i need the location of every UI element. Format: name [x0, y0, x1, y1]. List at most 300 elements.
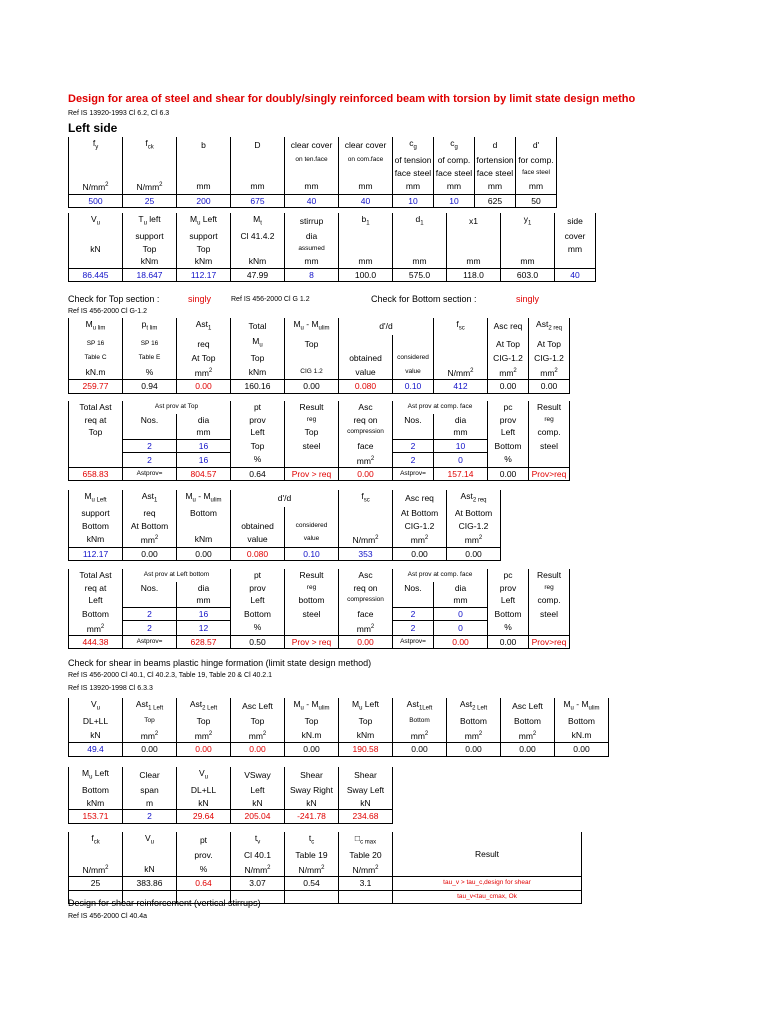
header-row — [69, 352, 570, 365]
header-row — [69, 365, 570, 380]
header-cell: $p_{t lim}$ — [123, 318, 177, 335]
value-cell: 29.64 — [177, 810, 231, 824]
value-cell: 234.68 — [339, 810, 393, 824]
header-row — [69, 230, 596, 243]
value-cell: 100.0 — [339, 268, 393, 282]
header-cell: 16 — [177, 439, 231, 453]
header-cell: dia — [434, 582, 488, 595]
header-cell: mm — [447, 255, 501, 268]
header-cell — [285, 890, 339, 904]
header-cell: kN — [177, 797, 231, 810]
header-cell: Nos. — [123, 414, 177, 427]
value-cell: 40 — [555, 268, 596, 282]
header-cell: mm — [475, 179, 516, 194]
header-cell: At Top — [488, 335, 529, 352]
header-cell: steel — [529, 439, 570, 453]
value-cell: 25 — [123, 194, 177, 208]
header-cell: kN.m — [555, 728, 609, 743]
header-cell — [447, 243, 501, 256]
value-cell: 190.58 — [339, 743, 393, 757]
header-cell: face — [339, 607, 393, 621]
value-cell: 0.080 — [231, 547, 285, 561]
header-cell: kNm — [231, 255, 285, 268]
value-cell: Prov > req — [285, 635, 339, 649]
header-cell: stirrup — [285, 213, 339, 230]
header-cell: 2 — [393, 607, 434, 621]
header-cell: 0 — [434, 621, 488, 636]
header-row — [69, 401, 570, 414]
header-cell: kNm — [69, 797, 123, 810]
header-cell: req on — [339, 582, 393, 595]
header-cell: 16 — [177, 607, 231, 621]
header-cell: VSway — [231, 767, 285, 784]
header-cell: Left — [488, 594, 529, 607]
header-cell: $M_{u Left}$ — [69, 490, 123, 507]
header-cell: Top — [231, 352, 285, 365]
value-cell: 0.00 — [488, 467, 529, 481]
header-cell: support — [69, 507, 123, 520]
header-cell: value — [231, 532, 285, 547]
header-cell: obtained — [231, 520, 285, 533]
header-cell: steel — [285, 607, 339, 621]
page-title: Design for area of steel and shear for doubly/singly reinforced beam with torsion by limit state design metho — [68, 93, 636, 105]
value-cell: 0.00 — [285, 743, 339, 757]
header-cell: CIG 1.2 — [285, 365, 339, 380]
value-row — [69, 810, 393, 824]
header-cell: kNm — [69, 532, 123, 547]
header-cell: value — [393, 365, 434, 380]
header-cell: Nos. — [123, 582, 177, 595]
header-cell: x1 — [447, 213, 501, 230]
header-cell: % — [231, 621, 285, 636]
value-cell: 10 — [434, 194, 475, 208]
header-row — [69, 255, 596, 268]
header-cell: cover — [555, 230, 596, 243]
header-row — [69, 243, 596, 256]
value-cell: 0.10 — [285, 547, 339, 561]
value-cell: 0.00 — [339, 467, 393, 481]
header-cell: $mm^2$ — [488, 365, 529, 380]
header-cell: CIG-1.2 — [529, 352, 570, 365]
header-cell: CIG-1.2 — [447, 520, 501, 533]
header-cell — [339, 230, 393, 243]
value-cell: 160.16 — [231, 380, 285, 394]
header-cell: reg — [285, 414, 339, 427]
header-cell: kN — [69, 243, 123, 256]
header-cell: Top — [123, 243, 177, 256]
header-cell: dia — [177, 414, 231, 427]
value-cell: 500 — [69, 194, 123, 208]
value-cell: 40 — [285, 194, 339, 208]
reference-note-1998: Ref IS 13920-1998 Cl 6.3.3 — [68, 685, 153, 692]
header-row — [69, 439, 570, 453]
header-cell — [501, 230, 555, 243]
header-cell: mm — [177, 426, 231, 439]
header-row — [69, 621, 570, 636]
header-cell — [69, 439, 123, 453]
reference-note-g12: Ref IS 456-2000 Cl G-1.2 — [68, 308, 147, 315]
header-cell: $M_u$ Left — [339, 698, 393, 715]
header-cell: At Bottom — [447, 507, 501, 520]
header-cell: 2 — [123, 607, 177, 621]
shear-stress-result-table — [68, 832, 582, 904]
header-cell: pt — [177, 832, 231, 849]
header-cell: value — [339, 365, 393, 380]
value-cell: 0.64 — [231, 467, 285, 481]
header-cell: kN — [231, 797, 285, 810]
header-cell: Asc req — [393, 490, 447, 507]
value-cell: Prov>req — [529, 467, 570, 481]
value-cell: 625 — [475, 194, 516, 208]
header-row — [69, 490, 501, 507]
bottom-section-moment-table — [68, 490, 501, 561]
header-cell — [123, 167, 177, 180]
header-cell — [285, 621, 339, 636]
header-cell — [393, 230, 447, 243]
header-cell: Top — [339, 715, 393, 728]
header-cell: d' — [516, 137, 557, 154]
header-cell: Top — [123, 715, 177, 728]
header-cell: $mm^2$ — [339, 621, 393, 636]
header-cell: Ast prov at Top — [123, 401, 231, 414]
header-cell — [529, 453, 570, 468]
header-cell: Left — [231, 784, 285, 797]
header-row — [69, 179, 557, 194]
header-cell: Result — [393, 832, 582, 877]
header-row — [69, 698, 609, 715]
value-cell: 0.00 — [285, 380, 339, 394]
header-cell: mm — [516, 179, 557, 194]
header-cell: Top — [285, 426, 339, 439]
header-cell: $f_{ck}$ — [123, 137, 177, 154]
header-cell: % — [231, 453, 285, 468]
value-cell: 118.0 — [447, 268, 501, 282]
bottom-section-check-label: Check for Bottom section : — [371, 294, 477, 304]
header-row — [69, 167, 557, 180]
header-cell: Ast$_{1 Left}$ — [123, 698, 177, 715]
header-cell: % — [123, 365, 177, 380]
header-cell: Clear — [123, 767, 177, 784]
value-cell: 25 — [69, 877, 123, 891]
value-row — [69, 877, 582, 891]
header-row — [69, 607, 570, 621]
header-cell: $N/mm^2$ — [231, 862, 285, 877]
header-cell: Left — [69, 594, 123, 607]
header-cell: $f_{sc}$ — [339, 490, 393, 507]
header-cell: mm — [434, 426, 488, 439]
header-cell — [434, 335, 488, 352]
header-cell: face — [339, 439, 393, 453]
header-cell — [434, 352, 488, 365]
header-cell: Bottom — [488, 439, 529, 453]
value-cell: 0.00 — [447, 547, 501, 561]
value-cell: 675 — [231, 194, 285, 208]
header-cell: mm — [393, 255, 447, 268]
value-cell: 50 — [516, 194, 557, 208]
header-cell: $M_{u lim}$ — [69, 318, 123, 335]
header-cell — [339, 507, 393, 520]
header-row — [69, 453, 570, 468]
header-cell: $mm^2$ — [231, 728, 285, 743]
header-cell: 2 — [123, 439, 177, 453]
value-row — [69, 268, 596, 282]
header-row — [69, 797, 393, 810]
header-cell: 16 — [177, 453, 231, 468]
header-cell — [447, 230, 501, 243]
header-cell: Ast prov at Left bottom — [123, 569, 231, 582]
header-cell: Table C — [69, 352, 123, 365]
header-cell: At Bottom — [393, 507, 447, 520]
header-cell: $V_u$ — [177, 767, 231, 784]
header-row — [69, 582, 570, 595]
plastic-hinge-table — [68, 698, 609, 757]
value-cell: 412 — [434, 380, 488, 394]
header-cell: req — [177, 335, 231, 352]
header-cell: Bottom — [488, 607, 529, 621]
header-cell — [69, 154, 123, 167]
header-cell: value — [285, 532, 339, 547]
value-cell: 18.647 — [123, 268, 177, 282]
header-cell: face steel — [393, 167, 434, 180]
header-cell: req at — [69, 414, 123, 427]
header-cell — [339, 167, 393, 180]
value-cell: 0.94 — [123, 380, 177, 394]
header-cell — [555, 255, 596, 268]
reference-note: Ref IS 13920-1993 Cl 6.2, Cl 6.3 — [68, 110, 170, 117]
header-cell — [69, 230, 123, 243]
value-cell: 0.64 — [177, 877, 231, 891]
header-cell: Top — [285, 715, 339, 728]
header-row — [69, 832, 582, 849]
header-cell: Nos. — [393, 582, 434, 595]
header-cell: on com.face — [339, 154, 393, 167]
value-cell: -241.78 — [285, 810, 339, 824]
header-cell: 12 — [177, 621, 231, 636]
header-cell: support — [123, 230, 177, 243]
header-cell: Nos. — [393, 414, 434, 427]
header-row — [69, 594, 570, 607]
header-cell: Left — [231, 594, 285, 607]
header-cell: mm — [177, 179, 231, 194]
header-cell: kN — [285, 797, 339, 810]
header-cell: Asc — [339, 401, 393, 414]
value-cell: 47.99 — [231, 268, 285, 282]
header-cell: $M_u - M_{ulim}$ — [177, 490, 231, 507]
header-cell: $M_u - M_{ulim}$ — [285, 318, 339, 335]
value-row — [69, 380, 570, 394]
header-cell: Table 20 — [339, 849, 393, 862]
header-cell: $mm^2$ — [447, 728, 501, 743]
header-cell: Ast$_{2 Left}$ — [177, 698, 231, 715]
header-cell: kN — [339, 797, 393, 810]
header-cell: tau_v<tau_cmax, Ok — [393, 890, 582, 904]
value-cell: 0.00 — [434, 635, 488, 649]
header-cell: Sway Left — [339, 784, 393, 797]
header-cell: d — [475, 137, 516, 154]
value-cell: 353 — [339, 547, 393, 561]
header-cell: Shear — [285, 767, 339, 784]
header-cell: Top — [177, 715, 231, 728]
value-cell: 153.71 — [69, 810, 123, 824]
header-cell — [285, 453, 339, 468]
header-cell — [501, 243, 555, 256]
value-cell: Astprov= — [393, 467, 434, 481]
header-cell: Total Ast — [69, 401, 123, 414]
header-cell: d'/d — [339, 318, 434, 335]
header-cell: $mm^2$ — [123, 728, 177, 743]
header-cell: bottom — [285, 594, 339, 607]
header-cell: pc — [488, 401, 529, 414]
value-cell: Astprov= — [123, 635, 177, 649]
header-cell: Ast$_{2 req}$ — [447, 490, 501, 507]
header-cell: 2 — [393, 439, 434, 453]
header-cell: D — [231, 137, 285, 154]
header-cell: 2 — [123, 621, 177, 636]
header-cell: kN — [123, 862, 177, 877]
header-cell: Ast prov at comp. face — [393, 569, 488, 582]
header-cell: of comp. — [434, 154, 475, 167]
header-row — [69, 414, 570, 427]
header-cell — [177, 154, 231, 167]
header-cell: $d_1$ — [393, 213, 447, 230]
header-cell — [69, 453, 123, 468]
header-cell: mm — [285, 179, 339, 194]
top-section-check-value: singly — [188, 294, 212, 304]
value-cell: 0.00 — [447, 743, 501, 757]
header-cell: % — [488, 621, 529, 636]
header-cell: $c_g$ — [434, 137, 475, 154]
header-cell: m — [123, 797, 177, 810]
header-row — [69, 507, 501, 520]
header-cell: clear cover — [339, 137, 393, 154]
header-cell: $f_y$ — [69, 137, 123, 154]
header-cell: pt — [231, 401, 285, 414]
header-cell: $M_t$ — [231, 213, 285, 230]
header-cell: Top — [69, 426, 123, 439]
header-cell: mm — [177, 594, 231, 607]
header-cell — [69, 849, 123, 862]
value-cell: 0.00 — [393, 547, 447, 561]
header-cell: fortension — [476, 155, 514, 166]
header-cell — [339, 890, 393, 904]
value-cell: 603.0 — [501, 268, 555, 282]
header-cell: req — [123, 507, 177, 520]
header-cell: Bottom — [555, 715, 609, 728]
header-cell: Cl 40.1 — [231, 849, 285, 862]
header-cell: Top — [285, 335, 339, 352]
header-cell: Bottom — [447, 715, 501, 728]
header-cell: $N/mm^2$ — [69, 179, 123, 194]
header-cell: Asc Left — [501, 698, 555, 715]
header-cell: At Bottom — [123, 520, 177, 533]
value-cell: 40 — [339, 194, 393, 208]
header-cell: Result — [285, 401, 339, 414]
header-row — [69, 767, 393, 784]
header-cell: side — [555, 213, 596, 230]
header-cell: $mm^2$ — [339, 453, 393, 468]
header-cell: $□_{c max}$ — [339, 832, 393, 849]
header-cell: considered — [285, 520, 339, 533]
header-cell — [177, 167, 231, 180]
header-cell — [285, 507, 339, 520]
header-cell: $mm^2$ — [393, 532, 447, 547]
value-cell: 0.54 — [285, 877, 339, 891]
value-cell: 8 — [285, 268, 339, 282]
header-cell: face steel — [516, 167, 557, 180]
top-steel-provision-table — [68, 401, 570, 481]
header-row — [69, 569, 570, 582]
header-cell: reg — [529, 582, 570, 595]
header-cell: Bottom — [393, 715, 447, 728]
value-cell: 444.38 — [69, 635, 123, 649]
header-cell: SP 16 — [69, 335, 123, 352]
header-cell: Total Ast — [69, 569, 123, 582]
header-cell: $T_u$ left — [123, 213, 177, 230]
header-cell: Sway Right — [285, 784, 339, 797]
header-cell: steel — [285, 439, 339, 453]
header-cell: prov — [488, 582, 529, 595]
header-cell: mm — [434, 179, 475, 194]
header-cell: compression — [339, 594, 393, 607]
header-cell: dia — [285, 230, 339, 243]
header-cell: for comp. — [516, 154, 557, 167]
sway-shear-table — [68, 767, 393, 824]
header-cell — [285, 352, 339, 365]
value-cell: Astprov= — [123, 467, 177, 481]
value-cell: Astprov= — [393, 635, 434, 649]
header-cell: Asc — [339, 569, 393, 582]
header-cell — [231, 243, 285, 256]
header-cell: kNm — [177, 255, 231, 268]
header-cell: $V_u$ — [69, 698, 123, 715]
header-row — [69, 426, 570, 439]
header-cell: mm — [393, 179, 434, 194]
value-row — [69, 194, 557, 208]
top-section-check-reference: Ref IS 456-2000 Cl G 1.2 — [231, 296, 310, 303]
input-table-loads — [68, 213, 596, 282]
header-cell: $t_v$ — [231, 832, 285, 849]
header-cell: $mm^2$ — [393, 728, 447, 743]
header-cell: $mm^2$ — [123, 532, 177, 547]
header-cell: 10 — [434, 439, 488, 453]
input-table-material-geometry — [68, 137, 557, 208]
value-cell: 0.00 — [488, 635, 529, 649]
value-cell: 628.57 — [177, 635, 231, 649]
value-cell: 0.10 — [393, 380, 434, 394]
value-cell: 658.83 — [69, 467, 123, 481]
header-cell: clear cover — [285, 137, 339, 154]
value-row — [69, 547, 501, 561]
value-cell: 0.00 — [339, 635, 393, 649]
header-cell: $N/mm^2$ — [285, 862, 339, 877]
header-cell: kN.m — [285, 728, 339, 743]
header-cell: prov — [231, 414, 285, 427]
header-cell: At Top — [529, 335, 570, 352]
section-heading-left-side: Left side — [68, 121, 118, 135]
header-cell: considered — [393, 352, 434, 365]
header-cell: req on — [339, 414, 393, 427]
header-cell: req at — [69, 582, 123, 595]
header-cell: Bottom — [69, 607, 123, 621]
header-cell: $N/mm^2$ — [339, 532, 393, 547]
header-cell: mm — [231, 179, 285, 194]
value-cell: 0.00 — [555, 743, 609, 757]
value-cell: 3.1 — [339, 877, 393, 891]
header-row — [69, 715, 609, 728]
header-cell: Top — [177, 243, 231, 256]
header-cell: SP 16 — [123, 335, 177, 352]
header-cell: kN — [69, 728, 123, 743]
